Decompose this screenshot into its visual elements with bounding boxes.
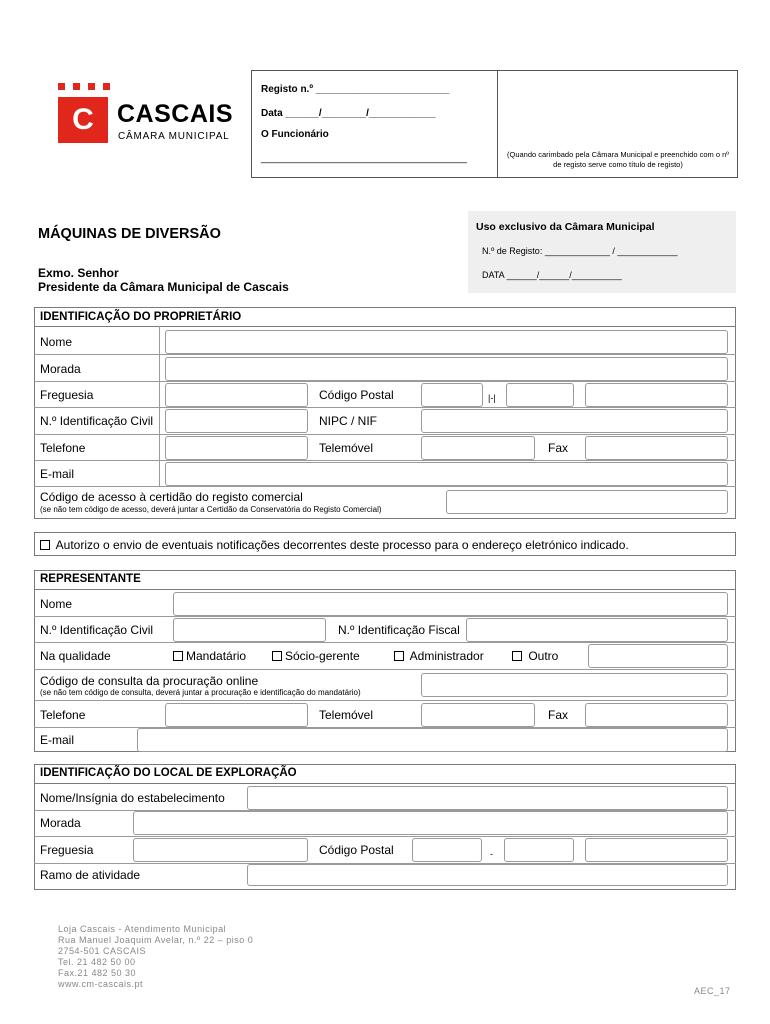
stamp-data: Data ______/________/____________ bbox=[261, 108, 436, 119]
owner-cp-sep: |-| bbox=[488, 393, 496, 403]
outro-label: Outro bbox=[528, 649, 559, 663]
owner-freguesia-field[interactable] bbox=[165, 383, 308, 407]
admin-checkbox[interactable] bbox=[394, 651, 404, 661]
logo-name: CASCAIS bbox=[117, 100, 234, 128]
rep-opt-outro[interactable] bbox=[512, 649, 558, 663]
outro-checkbox[interactable] bbox=[512, 651, 522, 661]
rep-telefone-label: Telefone bbox=[40, 708, 86, 722]
local-cp-sep: - bbox=[490, 849, 493, 859]
local-morada-field[interactable] bbox=[133, 811, 728, 835]
local-freguesia-field[interactable] bbox=[133, 838, 308, 862]
footer-address bbox=[58, 924, 253, 990]
logo-letter: C bbox=[72, 103, 94, 136]
addressee-line1: Exmo. Senhor bbox=[38, 266, 119, 280]
owner-idcivil-field[interactable] bbox=[165, 409, 308, 433]
owner-cp-field-1[interactable] bbox=[421, 383, 483, 407]
owner-fax-label: Fax bbox=[548, 441, 569, 455]
owner-telefone-field[interactable] bbox=[165, 436, 308, 460]
addressee-line2: Presidente da Câmara Municipal de Cascais bbox=[38, 280, 289, 294]
owner-nome-field[interactable] bbox=[165, 330, 728, 354]
local-cp-field-1[interactable] bbox=[412, 838, 482, 862]
exclusive-title: Uso exclusivo da Câmara Municipal bbox=[476, 221, 655, 233]
rep-idfiscal-field[interactable] bbox=[466, 618, 728, 642]
socio-checkbox[interactable] bbox=[272, 651, 282, 661]
rep-fax-label: Fax bbox=[548, 708, 569, 722]
form-code: AEC_17 bbox=[694, 986, 731, 996]
stamp-note: (Quando carimbado pela Câmara Municipal e preenchido com o nº de registo serve como título de registo) bbox=[506, 150, 730, 169]
consent-row bbox=[40, 538, 629, 552]
local-nome-label: Nome/Insígnia do estabelecimento bbox=[40, 791, 225, 805]
rep-codigo-consulta-label: Código de consulta da procuração online bbox=[40, 674, 259, 688]
rep-nome-field[interactable] bbox=[173, 592, 728, 616]
local-morada-label: Morada bbox=[40, 816, 81, 830]
owner-fax-field[interactable] bbox=[585, 436, 728, 460]
owner-codigo-acesso-note: (se não tem código de acesso, deverá juntar a Certidão da Conservatória do Registo Comercial) bbox=[40, 505, 382, 514]
local-cp-field-2[interactable] bbox=[504, 838, 574, 862]
consent-text: Autorizo o envio de eventuais notificações decorrentes deste processo para o endereço eletrónico indicado. bbox=[55, 538, 629, 552]
rep-email-label: E-mail bbox=[40, 733, 75, 747]
owner-freguesia-label: Freguesia bbox=[40, 388, 94, 402]
owner-cp-field-2[interactable] bbox=[506, 383, 574, 407]
rep-opt-socio[interactable] bbox=[272, 649, 360, 663]
footer-line-4: Tel. 21 482 50 00 bbox=[58, 957, 136, 967]
local-freguesia-label: Freguesia bbox=[40, 843, 94, 857]
rep-email-field[interactable] bbox=[137, 728, 728, 752]
owner-nome-label: Nome bbox=[40, 335, 73, 349]
owner-nipc-field[interactable] bbox=[421, 409, 728, 433]
owner-codigo-acesso-label: Código de acesso à certidão do registo comercial bbox=[40, 490, 303, 504]
footer-line-1: Loja Cascais - Atendimento Municipal bbox=[58, 924, 227, 934]
rep-idfiscal-label: N.º Identificação Fiscal bbox=[338, 623, 460, 637]
owner-morada-label: Morada bbox=[40, 362, 81, 376]
owner-telefone-label: Telefone bbox=[40, 441, 86, 455]
admin-label: Administrador bbox=[409, 649, 484, 663]
rep-outro-field[interactable] bbox=[588, 644, 728, 668]
logo-mark bbox=[58, 97, 108, 143]
owner-cp-label: Código Postal bbox=[319, 388, 394, 402]
rep-fax-field[interactable] bbox=[585, 703, 728, 727]
logo-subname: CÂMARA MUNICIPAL bbox=[118, 131, 230, 142]
rep-telefone-field[interactable] bbox=[165, 703, 308, 727]
stamp-funcionario: O Funcionário bbox=[261, 129, 329, 140]
mandatario-label: Mandatário bbox=[186, 649, 247, 663]
rep-opt-mandatario[interactable] bbox=[173, 649, 246, 663]
footer-line-5: Fax.21 482 50 30 bbox=[58, 968, 137, 978]
rep-telemovel-field[interactable] bbox=[421, 703, 535, 727]
owner-codigo-acesso-field[interactable] bbox=[446, 490, 728, 514]
stamp-signature-line: _____________________________________ bbox=[261, 153, 467, 164]
logo-dots bbox=[58, 83, 110, 91]
consent-checkbox[interactable] bbox=[40, 540, 50, 550]
owner-telemovel-field[interactable] bbox=[421, 436, 535, 460]
rep-codigo-consulta-note: (se não tem código de consulta, deverá juntar a procuração e identificação do mandatário) bbox=[40, 688, 361, 697]
page-title: MÁQUINAS DE DIVERSÃO bbox=[38, 226, 221, 242]
footer-line-2: Rua Manuel Joaquim Avelar, n.º 22 – piso 0 bbox=[58, 935, 254, 945]
rep-nome-label: Nome bbox=[40, 597, 73, 611]
local-nome-field[interactable] bbox=[247, 786, 728, 810]
local-cp-label: Código Postal bbox=[319, 843, 394, 857]
owner-morada-field[interactable] bbox=[165, 357, 728, 381]
footer-line-3: 2754-501 CASCAIS bbox=[58, 946, 147, 956]
local-ramo-field[interactable] bbox=[247, 864, 728, 886]
owner-email-label: E-mail bbox=[40, 467, 75, 481]
rep-idcivil-label: N.º Identificação Civil bbox=[40, 623, 154, 637]
owner-nipc-label: NIPC / NIF bbox=[319, 414, 378, 428]
mandatario-checkbox[interactable] bbox=[173, 651, 183, 661]
owner-idcivil-label: N.º Identificação Civil bbox=[40, 414, 154, 428]
local-ramo-label: Ramo de atividade bbox=[40, 868, 141, 882]
exclusive-data: DATA ______/______/__________ bbox=[482, 270, 622, 280]
footer-line-6: www.cm-cascais.pt bbox=[58, 979, 144, 989]
rep-idcivil-field[interactable] bbox=[173, 618, 326, 642]
rep-telemovel-label: Telemóvel bbox=[319, 708, 374, 722]
rep-header: REPRESENTANTE bbox=[40, 573, 141, 585]
local-header: IDENTIFICAÇÃO DO LOCAL DE EXPLORAÇÃO bbox=[40, 767, 297, 779]
owner-header: IDENTIFICAÇÃO DO PROPRIETÁRIO bbox=[40, 311, 242, 323]
owner-cp-field-3[interactable] bbox=[585, 383, 728, 407]
socio-label: Sócio-gerente bbox=[285, 649, 360, 663]
rep-codigo-consulta-field[interactable] bbox=[421, 673, 728, 697]
stamp-registo: Registo n.º ________________________ bbox=[261, 84, 450, 95]
rep-qualidade-label: Na qualidade bbox=[40, 649, 111, 663]
rep-opt-admin[interactable] bbox=[394, 649, 484, 663]
owner-email-field[interactable] bbox=[165, 462, 728, 486]
owner-telemovel-label: Telemóvel bbox=[319, 441, 374, 455]
exclusive-registo: N.º de Registo: _____________ / ____________ bbox=[482, 246, 678, 256]
local-cp-field-3[interactable] bbox=[585, 838, 728, 862]
